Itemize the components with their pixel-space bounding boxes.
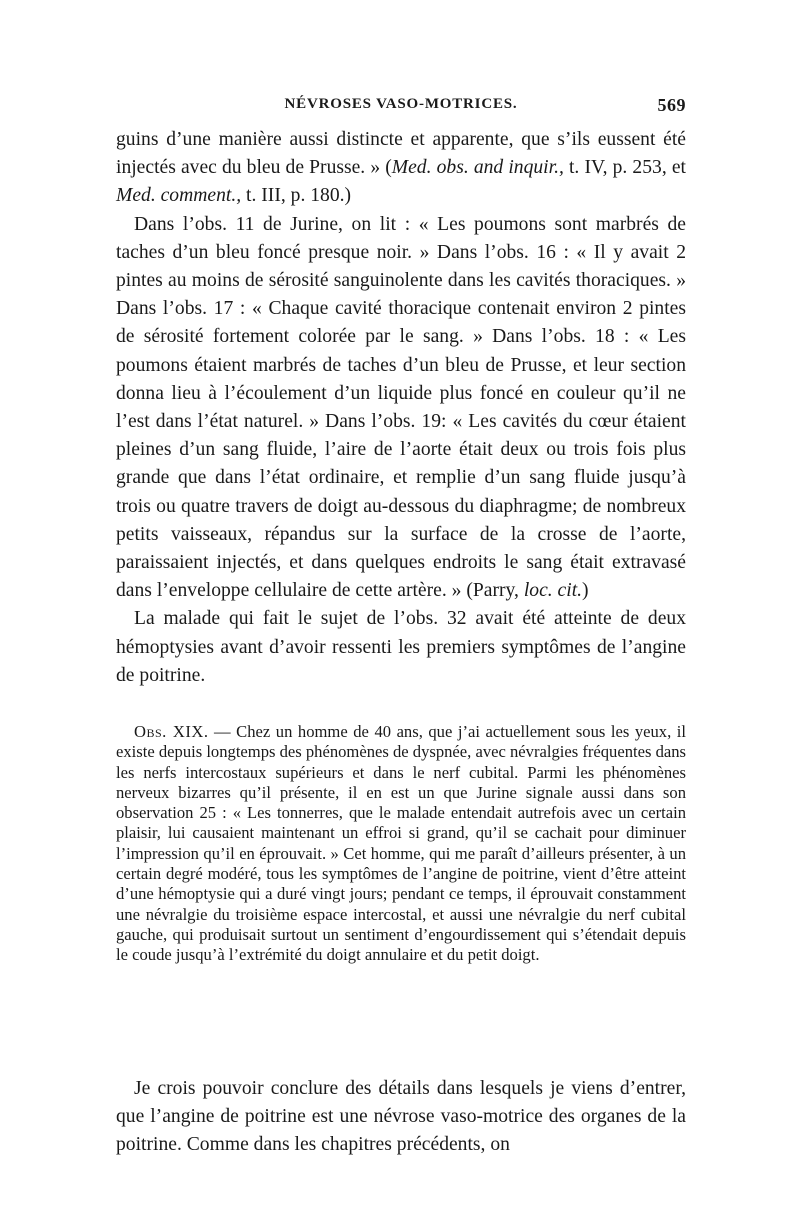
text-segment: Dans l’obs. 11 de Jurine, on lit : « Les poumons sont marbrés de taches d’un bleu foncé presque noir. » Dans l’obs. 16 : « Il y avait 2 pintes au moins de sérosité sanguinolente dans les cavités thoraciques. » Dans l’obs. 17 : « Chaque cavité thoracique contenait environ 2 pintes de sérosité fortement colorée par le sang. » Dans l’obs. 18 : « Les poumons étaient marbrés de taches d’un bleu de Prusse, et leur section donna lieu à l’écoulement d’un liquide plus foncé en couleur qu’il ne l’est dans l’état naturel. » Dans l’obs. 19: « Les cavités du cœur étaient pleines d’un sang fluide, l’aire de l’aorte était deux ou trois fois plus grande que dans l’état ordinaire, et remplie d’un sang fluide jusqu’à trois ou quatre travers de doigt au-dessous du diaphragme; de nombreux petits vaisseaux, répandus sur la surface de la crosse de l’aorte, paraissaient injectés, et dans quelques endroits le sang était extravasé dans l’enveloppe cellulaire de cette artère. » (Parry,	[116, 213, 686, 602]
paragraph-conclusion: Je crois pouvoir conclure des détails dans lesquels je viens d’entrer, que l’angine de poitrine est une névrose vaso-motrice des organes de la poitrine. Comme dans les chapitres précédents, on	[116, 1078, 686, 1156]
observation-text: — Chez un homme de 40 ans, que j’ai actuellement sous les yeux, il existe depuis longtemps des phénomènes de dyspnée, avec névralgies fréquentes dans les nerfs intercostaux supérieurs et dans le nerf cubital. Parmi les phénomènes nerveux bizarres qu’il présente, il en est un que Jurine signale aussi dans son observation 25 : « Les tonnerres, que le malade entendait autrefois avec un certain plaisir, lui causaient maintenant un effroi si grand, qu’il se cachait pour diminuer l’impression qu’il en éprouvait. » Cet homme, qui me paraît d’ailleurs présenter, à un certain degré modéré, tous les symptômes de l’angine de poitrine, vient d’être atteint d’une hémoptysie qui a duré vingt jours; pendant ce temps, il éprouvait constamment une névralgie du troisième espace intercostal, et aussi une névralgie du nerf cubital gauche, qui produisait surtout un sentiment d’engourdissement qui s’étendait depuis le coude jusqu’à l’extrémité du doigt annulaire et du petit doigt.	[116, 722, 687, 965]
observation-label: Obs. XIX.	[134, 722, 209, 741]
text-segment: t. IV, p. 253, et	[563, 157, 686, 179]
text-segment: t. III, p. 180.)	[241, 185, 352, 207]
observation-paragraph	[116, 722, 686, 966]
paragraph-obs-32	[116, 605, 686, 690]
text-segment: guins d’une manière aussi distincte et apparente, que s’ils eussent été injectés avec du bleu de Prusse. » (	[116, 129, 686, 179]
citation-title: Med. comment.,	[116, 185, 242, 207]
paragraph-continuation	[116, 126, 686, 211]
running-title: NÉVROSES VASO-MOTRICES.	[284, 96, 518, 112]
text-segment: La malade qui fait le sujet de l’obs. 32 avait été atteinte de deux hémoptysies avant d’avoir ressenti les premiers symptômes de l’angine de poitrine.	[116, 608, 686, 686]
main-text-top	[116, 126, 686, 690]
main-text-bottom	[116, 1075, 686, 1160]
page-number: 569	[657, 95, 686, 115]
citation-abbrev: loc. cit.	[523, 580, 583, 602]
observation-block	[116, 722, 686, 966]
citation-title: Med. obs. and inquir.,	[391, 157, 564, 179]
running-head	[116, 96, 686, 120]
text-segment: )	[582, 580, 589, 602]
paragraph-jurine-observations	[116, 211, 686, 606]
